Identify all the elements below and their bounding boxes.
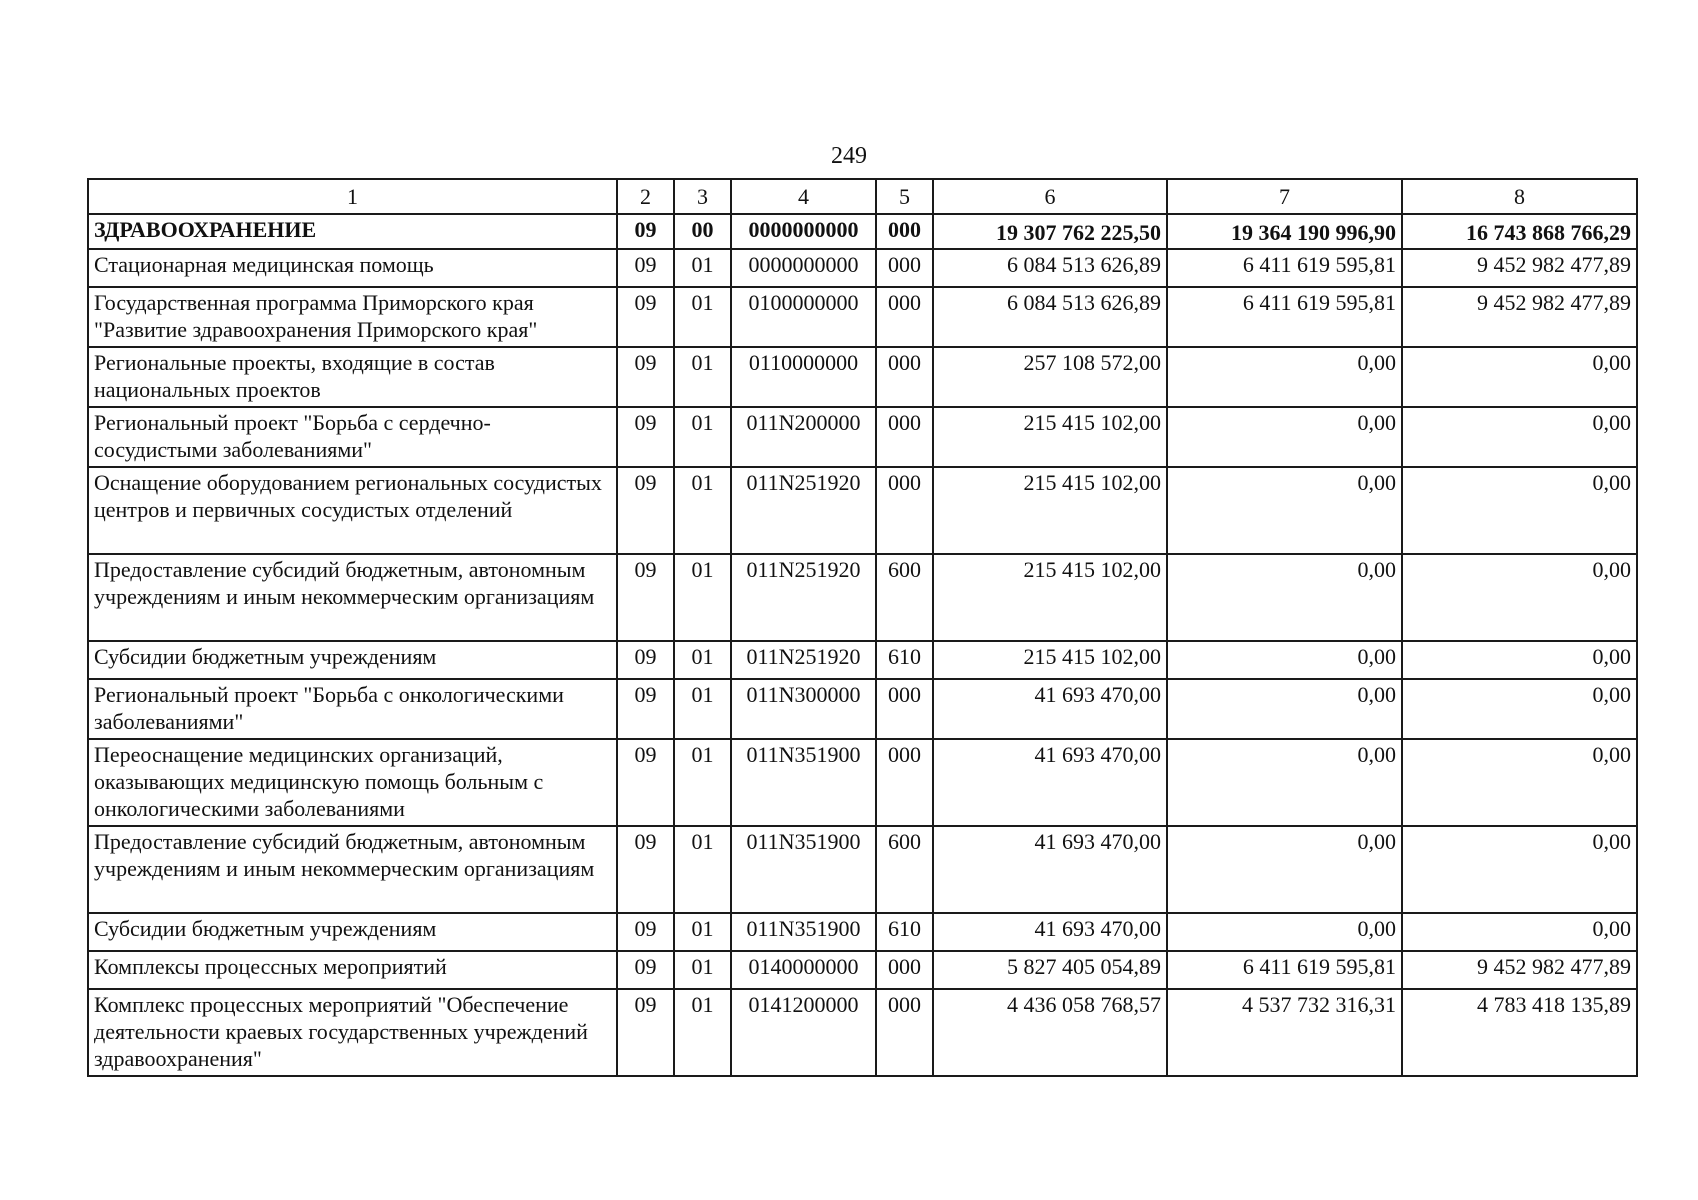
row-subsection: 00 — [674, 214, 731, 249]
row-value-col8: 0,00 — [1402, 407, 1637, 467]
row-target-code: 011N300000 — [731, 679, 876, 739]
row-name: Предоставление субсидий бюджетным, автономным учреждениям и иным некоммерческим организациям — [88, 826, 617, 913]
column-header: 6 — [933, 179, 1167, 214]
column-header: 1 — [88, 179, 617, 214]
row-value-col8: 0,00 — [1402, 826, 1637, 913]
row-value-col6: 41 693 470,00 — [933, 826, 1167, 913]
row-value-col7: 0,00 — [1167, 347, 1402, 407]
row-subsection: 01 — [674, 641, 731, 679]
row-expense-type: 000 — [876, 989, 933, 1076]
row-subsection: 01 — [674, 249, 731, 287]
column-header: 5 — [876, 179, 933, 214]
row-target-code: 0141200000 — [731, 989, 876, 1076]
row-name: Предоставление субсидий бюджетным, автономным учреждениям и иным некоммерческим организациям — [88, 554, 617, 641]
row-target-code: 011N351900 — [731, 826, 876, 913]
row-section: 09 — [617, 641, 674, 679]
row-expense-type: 000 — [876, 347, 933, 407]
row-name: Региональный проект "Борьба с сердечно-сосудистыми заболеваниями" — [88, 407, 617, 467]
row-value-col6: 215 415 102,00 — [933, 467, 1167, 554]
header-row — [88, 179, 1637, 214]
row-section: 09 — [617, 679, 674, 739]
row-section: 09 — [617, 467, 674, 554]
table-row — [88, 739, 1637, 826]
row-value-col8: 0,00 — [1402, 554, 1637, 641]
budget-table — [87, 178, 1638, 1077]
row-expense-type: 600 — [876, 826, 933, 913]
row-subsection: 01 — [674, 467, 731, 554]
row-name: Комплекс процессных мероприятий "Обеспечение деятельности краевых государственных учреждений здравоохранения" — [88, 989, 617, 1076]
table-row — [88, 287, 1637, 347]
table-row — [88, 554, 1637, 641]
row-value-col6: 215 415 102,00 — [933, 407, 1167, 467]
row-target-code: 0100000000 — [731, 287, 876, 347]
row-value-col6: 6 084 513 626,89 — [933, 287, 1167, 347]
row-name: Субсидии бюджетным учреждениям — [88, 913, 617, 951]
row-value-col8: 9 452 982 477,89 — [1402, 249, 1637, 287]
row-section: 09 — [617, 249, 674, 287]
row-value-col7: 0,00 — [1167, 554, 1402, 641]
row-expense-type: 610 — [876, 641, 933, 679]
row-name: Региональный проект "Борьба с онкологическими заболеваниями" — [88, 679, 617, 739]
row-value-col6: 41 693 470,00 — [933, 679, 1167, 739]
row-section: 09 — [617, 347, 674, 407]
row-value-col8: 0,00 — [1402, 641, 1637, 679]
row-target-code: 011N251920 — [731, 641, 876, 679]
row-section: 09 — [617, 739, 674, 826]
row-value-col7: 6 411 619 595,81 — [1167, 249, 1402, 287]
row-value-col6: 4 436 058 768,57 — [933, 989, 1167, 1076]
row-subsection: 01 — [674, 826, 731, 913]
row-value-col8: 0,00 — [1402, 347, 1637, 407]
table-row — [88, 249, 1637, 287]
row-value-col7: 6 411 619 595,81 — [1167, 951, 1402, 989]
row-expense-type: 000 — [876, 214, 933, 249]
row-subsection: 01 — [674, 287, 731, 347]
page-number: 249 — [831, 143, 867, 169]
row-value-col7: 0,00 — [1167, 913, 1402, 951]
row-section: 09 — [617, 287, 674, 347]
row-value-col6: 19 307 762 225,50 — [933, 214, 1167, 249]
row-expense-type: 000 — [876, 249, 933, 287]
row-section: 09 — [617, 826, 674, 913]
row-subsection: 01 — [674, 407, 731, 467]
row-expense-type: 000 — [876, 287, 933, 347]
row-subsection: 01 — [674, 989, 731, 1076]
table-row — [88, 951, 1637, 989]
table-row — [88, 679, 1637, 739]
row-value-col7: 0,00 — [1167, 739, 1402, 826]
table-row-total — [88, 214, 1637, 249]
row-target-code: 0000000000 — [731, 214, 876, 249]
row-name: Стационарная медицинская помощь — [88, 249, 617, 287]
row-subsection: 01 — [674, 913, 731, 951]
table-row — [88, 641, 1637, 679]
row-value-col6: 6 084 513 626,89 — [933, 249, 1167, 287]
row-name: Оснащение оборудованием региональных сосудистых центров и первичных сосудистых отделений — [88, 467, 617, 554]
row-value-col8: 4 783 418 135,89 — [1402, 989, 1637, 1076]
row-value-col6: 41 693 470,00 — [933, 739, 1167, 826]
row-name: Региональные проекты, входящие в состав национальных проектов — [88, 347, 617, 407]
table-row — [88, 467, 1637, 554]
row-value-col6: 41 693 470,00 — [933, 913, 1167, 951]
row-subsection: 01 — [674, 347, 731, 407]
table-row — [88, 407, 1637, 467]
row-value-col8: 0,00 — [1402, 739, 1637, 826]
table-row — [88, 989, 1637, 1076]
row-section: 09 — [617, 913, 674, 951]
row-value-col7: 0,00 — [1167, 407, 1402, 467]
row-value-col6: 215 415 102,00 — [933, 554, 1167, 641]
row-section: 09 — [617, 554, 674, 641]
row-section: 09 — [617, 951, 674, 989]
row-name: Переоснащение медицинских организаций, оказывающих медицинскую помощь больным с онкологическими заболеваниями — [88, 739, 617, 826]
row-expense-type: 000 — [876, 679, 933, 739]
row-expense-type: 600 — [876, 554, 933, 641]
row-expense-type: 000 — [876, 951, 933, 989]
row-value-col6: 257 108 572,00 — [933, 347, 1167, 407]
row-value-col8: 9 452 982 477,89 — [1402, 951, 1637, 989]
row-expense-type: 000 — [876, 407, 933, 467]
row-target-code: 011N251920 — [731, 467, 876, 554]
column-header: 8 — [1402, 179, 1637, 214]
row-value-col6: 215 415 102,00 — [933, 641, 1167, 679]
row-target-code: 0110000000 — [731, 347, 876, 407]
row-value-col8: 0,00 — [1402, 679, 1637, 739]
table-row — [88, 826, 1637, 913]
row-target-code: 011N200000 — [731, 407, 876, 467]
row-value-col7: 0,00 — [1167, 826, 1402, 913]
row-target-code: 0140000000 — [731, 951, 876, 989]
row-target-code: 011N251920 — [731, 554, 876, 641]
row-target-code: 011N351900 — [731, 739, 876, 826]
row-expense-type: 000 — [876, 739, 933, 826]
row-section: 09 — [617, 989, 674, 1076]
row-section: 09 — [617, 214, 674, 249]
row-value-col7: 6 411 619 595,81 — [1167, 287, 1402, 347]
row-subsection: 01 — [674, 951, 731, 989]
row-subsection: 01 — [674, 554, 731, 641]
row-subsection: 01 — [674, 739, 731, 826]
row-section: 09 — [617, 407, 674, 467]
row-name: Субсидии бюджетным учреждениям — [88, 641, 617, 679]
row-subsection: 01 — [674, 679, 731, 739]
row-value-col6: 5 827 405 054,89 — [933, 951, 1167, 989]
row-name: Государственная программа Приморского края "Развитие здравоохранения Приморского края" — [88, 287, 617, 347]
table-row — [88, 347, 1637, 407]
row-expense-type: 610 — [876, 913, 933, 951]
row-expense-type: 000 — [876, 467, 933, 554]
row-value-col8: 0,00 — [1402, 467, 1637, 554]
row-value-col8: 0,00 — [1402, 913, 1637, 951]
column-header: 7 — [1167, 179, 1402, 214]
table-row — [88, 913, 1637, 951]
column-header: 4 — [731, 179, 876, 214]
row-value-col7: 0,00 — [1167, 679, 1402, 739]
row-value-col8: 16 743 868 766,29 — [1402, 214, 1637, 249]
column-header: 3 — [674, 179, 731, 214]
row-name: ЗДРАВООХРАНЕНИЕ — [88, 214, 617, 249]
row-value-col7: 0,00 — [1167, 467, 1402, 554]
row-value-col8: 9 452 982 477,89 — [1402, 287, 1637, 347]
column-header: 2 — [617, 179, 674, 214]
row-target-code: 011N351900 — [731, 913, 876, 951]
row-value-col7: 4 537 732 316,31 — [1167, 989, 1402, 1076]
row-value-col7: 19 364 190 996,90 — [1167, 214, 1402, 249]
row-name: Комплексы процессных мероприятий — [88, 951, 617, 989]
row-target-code: 0000000000 — [731, 249, 876, 287]
row-value-col7: 0,00 — [1167, 641, 1402, 679]
